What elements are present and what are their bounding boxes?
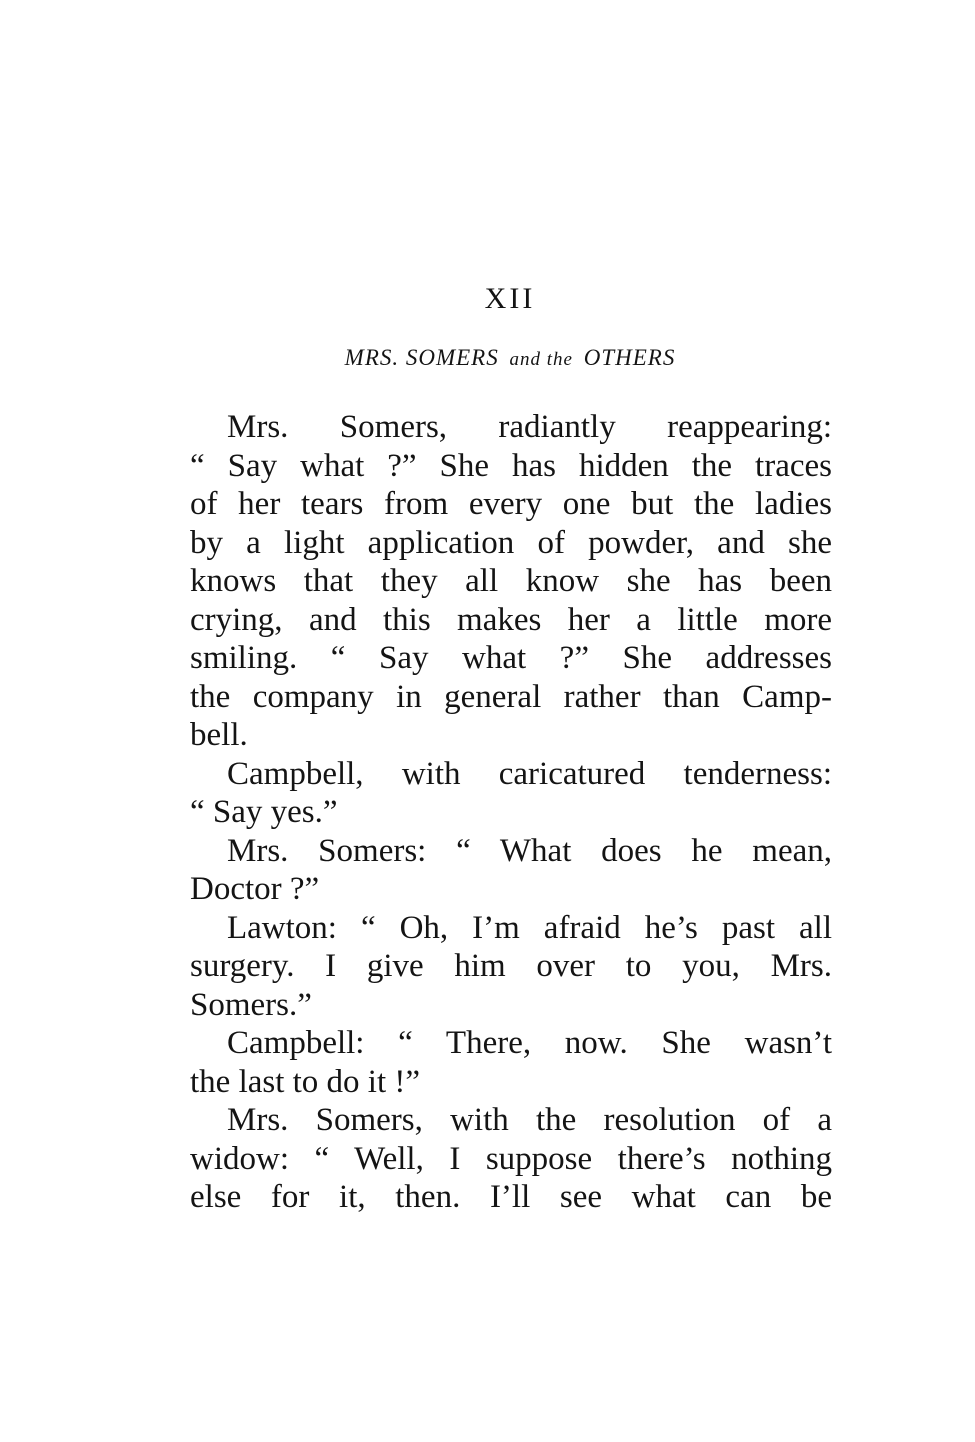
text-line: surgery. I give him over to you, Mrs.	[190, 948, 832, 984]
chapter-title-part-1: MRS. SOMERS	[344, 345, 499, 370]
text-line: by a light application of powder, and she	[190, 524, 832, 561]
text-line: bell.	[190, 717, 248, 753]
text-line: of her tears from every one but the ladies	[190, 486, 832, 522]
body-text	[190, 408, 832, 1217]
text-line: “ Say yes.”	[190, 794, 338, 830]
text-line: Mrs. Somers, radiantly reappearing:	[227, 409, 832, 445]
text-line: else for it, then. I’ll see what can be	[190, 1179, 832, 1215]
chapter-title	[0, 345, 975, 371]
chapter-number: XII	[484, 282, 536, 315]
text-line: Lawton: “ Oh, I’m afraid he’s past all	[227, 909, 832, 946]
text-line: Mrs. Somers, with the resolution of a	[227, 1102, 832, 1138]
chapter-title-part-2: and the	[509, 349, 573, 370]
text-line: Campbell: “ There, now. She wasn’t	[227, 1025, 832, 1061]
text-line: Doctor ?”	[190, 871, 320, 907]
text-line: knows that they all know she has been	[190, 563, 832, 599]
text-line: the last to do it !”	[190, 1063, 421, 1100]
text-line: the company in general rather than Camp-	[190, 678, 832, 715]
text-line: Somers.”	[190, 986, 312, 1023]
text-line: Mrs. Somers: “ What does he mean,	[227, 832, 832, 869]
text-line: “ Say what ?” She has hidden the traces	[190, 447, 832, 484]
text-line: smiling. “ Say what ?” She addresses	[190, 640, 832, 676]
text-line: widow: “ Well, I suppose there’s nothing	[190, 1140, 832, 1177]
text-line: crying, and this makes her a little more	[190, 601, 832, 638]
chapter-title-part-3: OTHERS	[583, 345, 676, 370]
text-line: Campbell, with caricatured tenderness:	[227, 755, 832, 792]
